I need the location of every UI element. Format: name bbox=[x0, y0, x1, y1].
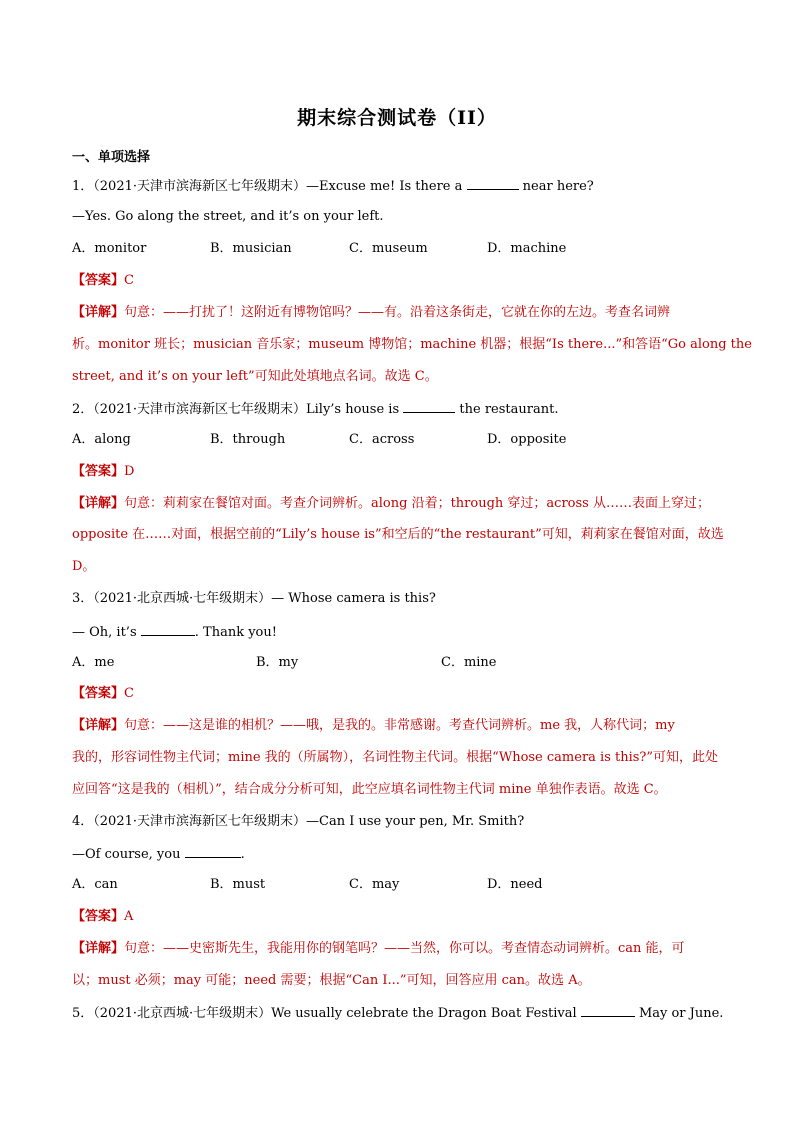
answer-blank bbox=[185, 845, 241, 858]
answer-blank bbox=[581, 1004, 635, 1017]
option-a: A．me bbox=[72, 655, 115, 670]
question-3-stem: 3．（2021·北京西城·七年级期末）— Whose camera is this? bbox=[72, 591, 436, 606]
detail-line: 以；must 必须；may 可能；need 需要；根据“Can I...”可知，回答应用 can。故选 A。 bbox=[72, 973, 591, 988]
question-3-reply: — Oh, it’s . Thank you! bbox=[72, 625, 277, 640]
option-d: D．machine bbox=[487, 241, 567, 256]
detail-label: 【详解】 bbox=[72, 718, 125, 733]
answer-line bbox=[72, 273, 134, 289]
option-a: A．can bbox=[72, 877, 118, 892]
question-4-stem: 4．（2021·天津市滨海新区七年级期末）—Can I use your pen, Mr. Smith? bbox=[72, 814, 525, 829]
detail-line: 【详解】句意：——史密斯先生，我能用你的钢笔吗？——当然，你可以。考查情态动词辨析。can 能，可 bbox=[72, 941, 685, 956]
answer-blank bbox=[403, 400, 455, 413]
detail-line: 【详解】句意：——打扰了！这附近有博物馆吗？——有。沿着这条街走，它就在你的左边。考查名词辨 bbox=[72, 305, 671, 320]
detail-line: street, and it’s on your left”可知此处填地点名词。故选 C。 bbox=[72, 369, 438, 384]
question-source: （2021·北京西城·七年级期末） bbox=[93, 591, 272, 606]
question-1-reply: —Yes. Go along the street, and it’s on your left. bbox=[72, 209, 384, 224]
detail-label: 【详解】 bbox=[72, 305, 125, 320]
question-number: 5． bbox=[72, 1006, 94, 1021]
option-b: B．my bbox=[256, 655, 299, 670]
question-source: （2021·天津市滨海新区七年级期末） bbox=[93, 179, 306, 194]
answer-value: C bbox=[124, 686, 134, 701]
question-4-reply: —Of course, you . bbox=[72, 847, 245, 862]
question-1-stem: 1．（2021·天津市滨海新区七年级期末）—Excuse me! Is there a near here? bbox=[72, 179, 594, 194]
option-c: C．museum bbox=[349, 241, 428, 256]
detail-label: 【详解】 bbox=[72, 941, 125, 956]
question-number: 3． bbox=[72, 591, 94, 606]
detail-label: 【详解】 bbox=[72, 496, 125, 511]
detail-line: 析。monitor 班长；musician 音乐家；museum 博物馆；machine 机器；根据“Is there...”和答语“Go along the bbox=[72, 337, 752, 352]
answer-label: 【答案】 bbox=[72, 273, 125, 288]
detail-line: 我的，形容词性物主代词；mine 我的（所属物），名词性物主代词。根据“Whose camera is this?”可知，此处 bbox=[72, 750, 719, 765]
detail-line: D。 bbox=[72, 559, 96, 574]
detail-line: opposite 在……对面，根据空前的“Lily’s house is”和空后的“the restaurant”可知，莉莉家在餐馆对面，故选 bbox=[72, 527, 724, 542]
question-number: 4． bbox=[72, 814, 94, 829]
answer-value: D bbox=[124, 464, 135, 479]
section-heading: 一、单项选择 bbox=[72, 150, 151, 165]
answer-line bbox=[72, 686, 134, 702]
detail-line: 【详解】句意：——这是谁的相机？——哦，是我的。非常感谢。考查代词辨析。me 我，人称代词；my bbox=[72, 718, 675, 733]
answer-line bbox=[72, 464, 134, 480]
answer-label: 【答案】 bbox=[72, 686, 125, 701]
option-b: B．must bbox=[210, 877, 266, 892]
question-number: 1． bbox=[72, 179, 94, 194]
question-number: 2． bbox=[72, 402, 94, 417]
option-b: B．through bbox=[210, 432, 286, 447]
detail-line: 【详解】句意：莉莉家在餐馆对面。考查介词辨析。along 沿着；through 穿过；across 从……表面上穿过； bbox=[72, 496, 710, 511]
option-d: D．need bbox=[487, 877, 543, 892]
answer-value: C bbox=[124, 273, 134, 288]
answer-label: 【答案】 bbox=[72, 909, 125, 924]
option-a: A．monitor bbox=[72, 241, 147, 256]
question-source: （2021·北京西城·七年级期末） bbox=[93, 1006, 272, 1021]
question-source: （2021·天津市滨海新区七年级期末） bbox=[93, 814, 306, 829]
option-d: D．opposite bbox=[487, 432, 567, 447]
option-c: C．across bbox=[349, 432, 415, 447]
option-c: C．may bbox=[349, 877, 400, 892]
question-source: （2021·天津市滨海新区七年级期末） bbox=[93, 402, 306, 417]
answer-label: 【答案】 bbox=[72, 464, 125, 479]
answer-blank bbox=[467, 177, 519, 190]
answer-blank bbox=[141, 623, 195, 636]
option-a: A．along bbox=[72, 432, 131, 447]
answer-line bbox=[72, 909, 133, 925]
detail-line: 应回答“这是我的（相机）”，结合成分分析可知，此空应填名词性物主代词 mine 单独作表语。故选 C。 bbox=[72, 782, 667, 797]
question-2-stem: 2．（2021·天津市滨海新区七年级期末）Lily’s house is the restaurant. bbox=[72, 402, 559, 417]
question-5-stem: 5．（2021·北京西城·七年级期末）We usually celebrate the Dragon Boat Festival May or June. bbox=[72, 1006, 724, 1021]
option-c: C．mine bbox=[441, 655, 497, 670]
page-title: 期末综合测试卷（II） bbox=[297, 107, 497, 129]
option-b: B．musician bbox=[210, 241, 292, 256]
answer-value: A bbox=[124, 909, 134, 924]
